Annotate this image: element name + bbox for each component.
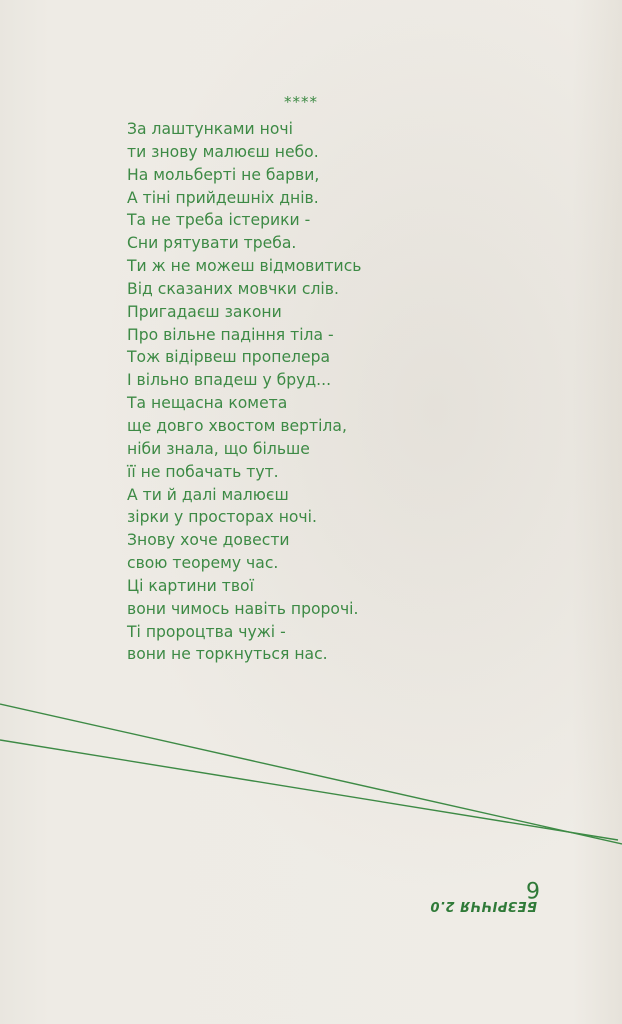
poem-line: Знову хоче довести xyxy=(127,531,290,550)
poem-line: Та нещасна комета xyxy=(127,394,288,413)
poem-line: За лаштунками ночі xyxy=(127,120,293,138)
poem-line: І вільно впадеш у бруд... xyxy=(127,371,332,390)
poem-line: А ти й далі малюєш xyxy=(127,485,289,504)
poem-line: Ці картини твої xyxy=(127,576,254,595)
page-number: 6 xyxy=(526,876,540,901)
poem-line: На мольберті не барви, xyxy=(127,165,320,184)
poem-line: Про вільне падіння тіла - xyxy=(127,325,334,344)
poem-line: Ти ж не можеш відмовитись xyxy=(127,257,362,276)
poem-text xyxy=(127,118,361,666)
poem-line: ще довго хвостом вертіла, xyxy=(127,416,347,435)
poem-line: вони не торкнуться нас. xyxy=(127,645,328,664)
poem-line: ти знову малюєш небо. xyxy=(127,142,319,161)
poem-line: свою теорему час. xyxy=(127,554,279,573)
decorative-lines xyxy=(0,690,622,860)
poem-line: Пригадаєш закони xyxy=(127,302,282,321)
poem-line: Тож відірвеш пропелера xyxy=(127,348,331,367)
poem-line: Ті пророцтва чужі - xyxy=(127,622,286,641)
decorative-line-upper xyxy=(0,704,622,844)
poem-line: зірки у просторах ночі. xyxy=(127,508,317,527)
poem-line: ніби знала, що більше xyxy=(127,439,310,458)
poem-heading: **** xyxy=(284,93,318,111)
poem-line: Від сказаних мовчки слів. xyxy=(127,279,339,298)
footer xyxy=(430,876,550,926)
poem-line: вони чимось навіть пророчі. xyxy=(127,599,359,618)
poem-line: її не побачать тут. xyxy=(127,462,279,481)
publisher-logo: БЕЗРІЧЧЯ 2.0 xyxy=(430,898,537,913)
poem-line: Та не треба істерики - xyxy=(127,211,311,230)
poem-line: Сни рятувати треба. xyxy=(127,234,297,253)
poem-line: А тіні прийдешніх днів. xyxy=(127,188,319,207)
decorative-line-lower xyxy=(0,740,618,840)
